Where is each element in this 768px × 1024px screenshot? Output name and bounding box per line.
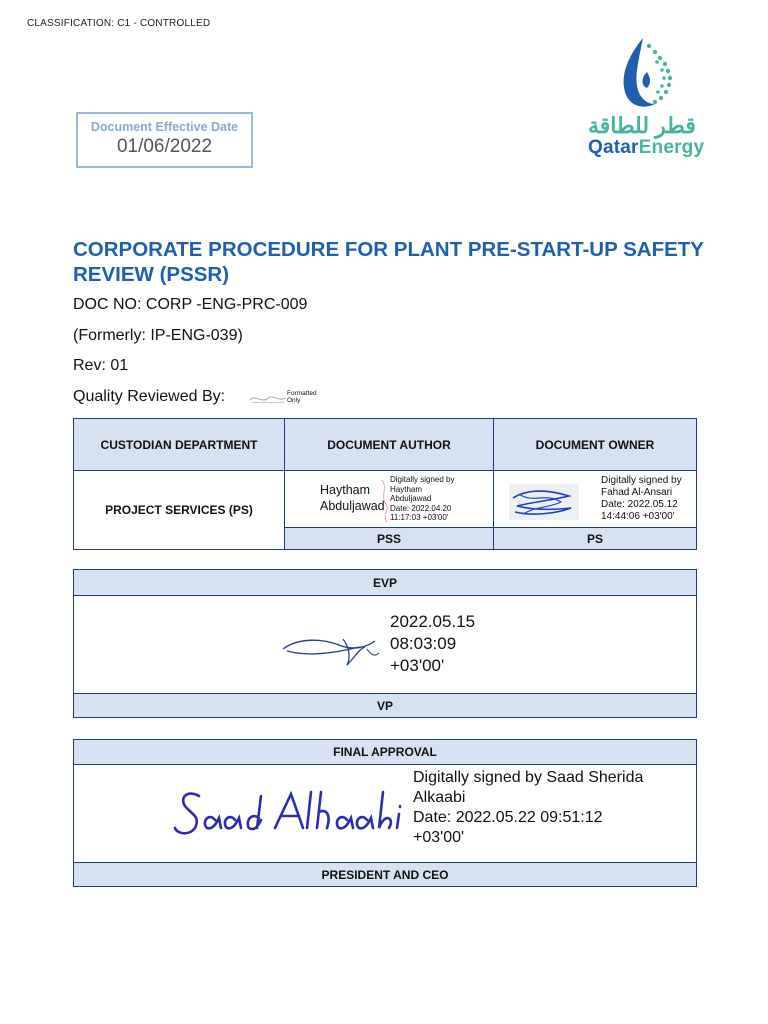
owner-department: PS <box>494 528 697 550</box>
quality-reviewed-label: Quality Reviewed By: <box>73 388 226 405</box>
evp-sig-offset: +03'00' <box>390 656 445 675</box>
evp-sig-time: 08:03:09 <box>390 634 457 653</box>
owner-signature-icon <box>509 484 579 520</box>
author-signature-text <box>390 475 490 523</box>
evp-signature-text <box>390 611 475 677</box>
quality-stamp-text: Formatted Only <box>287 390 317 404</box>
document-title: CORPORATE PROCEDURE FOR PLANT PRE-START-UP SAFETY REVIEW (PSSR) <box>73 238 704 286</box>
owner-sig-line3: Date: 2022.05.12 <box>601 499 678 510</box>
author-sig-line2: Haytham <box>390 484 423 494</box>
author-name-line1: Haytham <box>320 483 371 497</box>
effective-date-value: 01/06/2022 <box>116 136 213 157</box>
effective-date-label: Document Effective Date <box>90 120 239 134</box>
author-name <box>320 482 385 514</box>
formerly-number: (Formerly: IP-ENG-039) <box>73 327 243 344</box>
classification-label: CLASSIFICATION: C1 - CONTROLLED <box>27 18 211 29</box>
evp-sig-date: 2022.05.15 <box>390 612 476 631</box>
evp-table <box>73 569 697 718</box>
author-sig-line3: Abduljawad <box>390 494 432 503</box>
owner-sig-line2: Fahad Al-Ansari <box>601 487 673 498</box>
ceo-signature-icon <box>171 782 406 846</box>
ceo-sig-line1: Digitally signed by Saad Sherida <box>413 769 644 786</box>
evp-header: EVP <box>74 570 697 596</box>
evp-footer: VP <box>74 694 697 718</box>
ceo-title: PRESIDENT AND CEO <box>74 863 697 887</box>
custodian-header: CUSTODIAN DEPARTMENT <box>74 419 285 471</box>
author-sig-line4: Date: 2022.04.20 <box>390 503 452 513</box>
author-sig-line5: 11:17:03 +03'00' <box>390 513 449 522</box>
author-header: DOCUMENT AUTHOR <box>285 419 494 471</box>
evp-signature-cell <box>74 596 697 694</box>
logo-arabic-text: قطر للطاقة <box>588 113 696 138</box>
author-sig-line1: Digitally signed by <box>390 475 455 484</box>
custodian-value: PROJECT SERVICES (PS) <box>74 471 285 550</box>
author-department: PSS <box>285 528 494 550</box>
author-signature-cell <box>285 471 494 528</box>
revision: Rev: 01 <box>73 357 129 374</box>
quality-signature-icon <box>248 392 288 406</box>
approval-table <box>73 418 697 550</box>
logo-english-text <box>588 137 704 159</box>
author-name-line2: Abduljawad <box>320 499 385 513</box>
final-approval-table <box>73 739 697 887</box>
final-approval-header: FINAL APPROVAL <box>74 740 697 765</box>
ceo-sig-line3: Date: 2022.05.22 09:51:12 <box>413 809 603 826</box>
evp-signature-icon <box>279 627 389 669</box>
ceo-signature-text <box>413 768 683 848</box>
ceo-sig-line2: Alkaabi <box>413 789 466 806</box>
owner-header: DOCUMENT OWNER <box>494 419 697 471</box>
logo-word-qatar: Qatar <box>588 137 639 158</box>
ceo-sig-line4: +03'00' <box>413 829 465 846</box>
owner-signature-text <box>601 475 701 523</box>
owner-signature-cell <box>494 471 697 528</box>
owner-sig-line4: 14:44:06 +03'00' <box>601 511 675 522</box>
effective-date-box <box>76 112 253 168</box>
ceo-signature-cell <box>74 765 697 863</box>
owner-sig-line1: Digitally signed by <box>601 475 682 486</box>
doc-number: DOC NO: CORP -ENG-PRC-009 <box>73 296 308 313</box>
logo-word-energy: Energy <box>638 137 705 158</box>
